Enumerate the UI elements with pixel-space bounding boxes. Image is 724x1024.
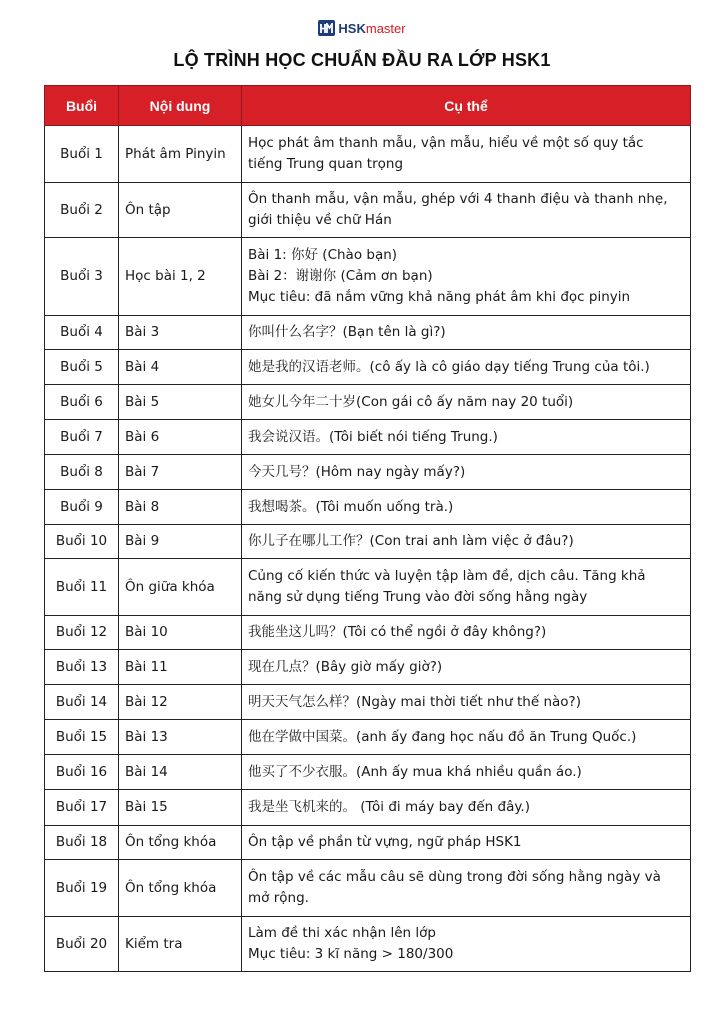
detail-cell [242,860,691,917]
detail-cell [242,238,691,316]
detail-cell [242,755,691,790]
detail-cell [242,420,691,455]
detail-cell [242,316,691,350]
detail-line: Bài 2：谢谢你 (Cảm ơn bạn) [248,268,433,284]
content-cell: Ôn tổng khóa [119,860,242,917]
detail-line: 她女儿今年二十岁(Con gái cô ấy năm nay 20 tuổi) [248,393,574,410]
content-cell: Bài 7 [119,455,242,490]
detail-line: Ôn tập về các mẫu câu sẽ dùng trong đời sống hằng ngày và [248,869,661,885]
table-row [45,860,691,917]
detail-line: Mục tiêu: 3 kĩ năng > 180/300 [248,946,454,962]
table-row [45,685,691,720]
content-cell: Bài 15 [119,790,242,826]
table-row [45,126,691,183]
table-row [45,790,691,826]
course-schedule-table [44,85,691,972]
detail-cell [242,525,691,559]
detail-line: Củng cố kiến thức và luyện tập làm đề, dịch câu. Tăng khả [248,568,646,584]
detail-line: năng sử dụng tiếng Trung vào đời sống hằng ngày [248,589,588,605]
brand-name-master: master [365,20,406,36]
session-cell: Buổi 15 [45,720,119,755]
table-row [45,559,691,616]
detail-cell [242,350,691,385]
detail-line: 他在学做中国菜。(anh ấy đang học nấu đồ ăn Trung Quốc.) [248,728,637,745]
detail-line: Làm đề thi xác nhận lên lớp [248,925,436,941]
detail-cell [242,917,691,972]
detail-line: 你叫什么名字？(Bạn tên là gì?) [248,324,446,340]
detail-cell [242,650,691,685]
session-cell: Buổi 1 [45,126,119,183]
session-cell: Buổi 8 [45,455,119,490]
logo-mark-icon [318,20,335,36]
session-cell: Buổi 17 [45,790,119,826]
content-cell: Học bài 1, 2 [119,238,242,316]
table-row [45,720,691,755]
detail-line: 我能坐这儿吗？(Tôi có thể ngồi ở đây không?) [248,624,547,640]
content-cell: Ôn giữa khóa [119,559,242,616]
session-cell: Buổi 11 [45,559,119,616]
session-cell: Buổi 6 [45,385,119,420]
detail-cell [242,720,691,755]
detail-cell [242,616,691,650]
content-cell: Bài 4 [119,350,242,385]
detail-cell [242,559,691,616]
table-row [45,385,691,420]
session-cell: Buổi 20 [45,917,119,972]
content-cell: Ôn tổng khóa [119,826,242,860]
detail-line: Ôn tập về phần từ vựng, ngữ pháp HSK1 [248,834,522,850]
session-cell: Buổi 5 [45,350,119,385]
brand-name [338,21,405,36]
brand-name-hsk: HSK [338,20,366,36]
detail-cell [242,490,691,525]
session-cell: Buổi 10 [45,525,119,559]
detail-line: 我会说汉语。(Tôi biết nói tiếng Trung.) [248,428,498,445]
detail-cell [242,183,691,238]
table-row [45,826,691,860]
session-cell: Buổi 18 [45,826,119,860]
session-cell: Buổi 9 [45,490,119,525]
detail-line: 我是坐飞机来的。 (Tôi đi máy bay đến đây.) [248,799,530,815]
content-cell: Bài 12 [119,685,242,720]
content-cell: Bài 8 [119,490,242,525]
detail-line: 你儿子在哪儿工作？(Con trai anh làm việc ở đâu?) [248,533,574,549]
detail-cell [242,685,691,720]
detail-cell [242,385,691,420]
content-cell: Bài 5 [119,385,242,420]
detail-line: Ôn thanh mẫu, vận mẫu, ghép với 4 thanh điệu và thanh nhẹ, [248,191,668,207]
session-cell: Buổi 7 [45,420,119,455]
session-cell: Buổi 19 [45,860,119,917]
table-row [45,420,691,455]
session-cell: Buổi 14 [45,685,119,720]
detail-line: mở rộng. [248,890,309,906]
content-cell: Phát âm Pinyin [119,126,242,183]
detail-cell [242,455,691,490]
table-row [45,490,691,525]
detail-line: 她是我的汉语老师。(cô ấy là cô giáo dạy tiếng Trung của tôi.) [248,358,650,375]
detail-cell [242,790,691,826]
table-row [45,455,691,490]
session-cell: Buổi 4 [45,316,119,350]
detail-line: 他买了不少衣服。(Anh ấy mua khá nhiều quần áo.) [248,763,582,780]
header-session: Buổi [45,86,119,126]
content-cell: Bài 6 [119,420,242,455]
detail-line: Học phát âm thanh mẫu, vận mẫu, hiểu về một số quy tắc [248,135,644,151]
page-title: LỘ TRÌNH HỌC CHUẨN ĐẦU RA LỚP HSK1 [173,50,551,70]
detail-line: giới thiệu về chữ Hán [248,212,392,228]
content-cell: Ôn tập [119,183,242,238]
brand-logo [0,17,724,39]
table-header-row [45,86,691,126]
detail-line: Bài 1: 你好 (Chào bạn) [248,247,398,263]
table-row [45,316,691,350]
detail-line: tiếng Trung quan trọng [248,156,404,172]
table-row [45,616,691,650]
detail-cell [242,126,691,183]
header-detail: Cụ thể [242,86,691,126]
detail-line: 今天几号？(Hôm nay ngày mấy?) [248,463,466,480]
content-cell: Bài 9 [119,525,242,559]
table-row [45,183,691,238]
content-cell: Bài 14 [119,755,242,790]
session-cell: Buổi 3 [45,238,119,316]
table-row [45,917,691,972]
session-cell: Buổi 2 [45,183,119,238]
session-cell: Buổi 12 [45,616,119,650]
detail-line: Mục tiêu: đã nắm vững khả năng phát âm khi đọc pinyin [248,289,631,305]
table-row [45,755,691,790]
table-row [45,650,691,685]
content-cell: Kiểm tra [119,917,242,972]
session-cell: Buổi 13 [45,650,119,685]
table-row [45,525,691,559]
detail-line: 现在几点？(Bây giờ mấy giờ?) [248,658,443,675]
detail-line: 我想喝茶。(Tôi muốn uống trà.) [248,498,454,515]
content-cell: Bài 10 [119,616,242,650]
session-cell: Buổi 16 [45,755,119,790]
detail-line: 明天天气怎么样？(Ngày mai thời tiết như thế nào?) [248,693,581,710]
detail-cell [242,826,691,860]
content-cell: Bài 3 [119,316,242,350]
table-row [45,238,691,316]
table-row [45,350,691,385]
content-cell: Bài 13 [119,720,242,755]
content-cell: Bài 11 [119,650,242,685]
header-content: Nội dung [119,86,242,126]
